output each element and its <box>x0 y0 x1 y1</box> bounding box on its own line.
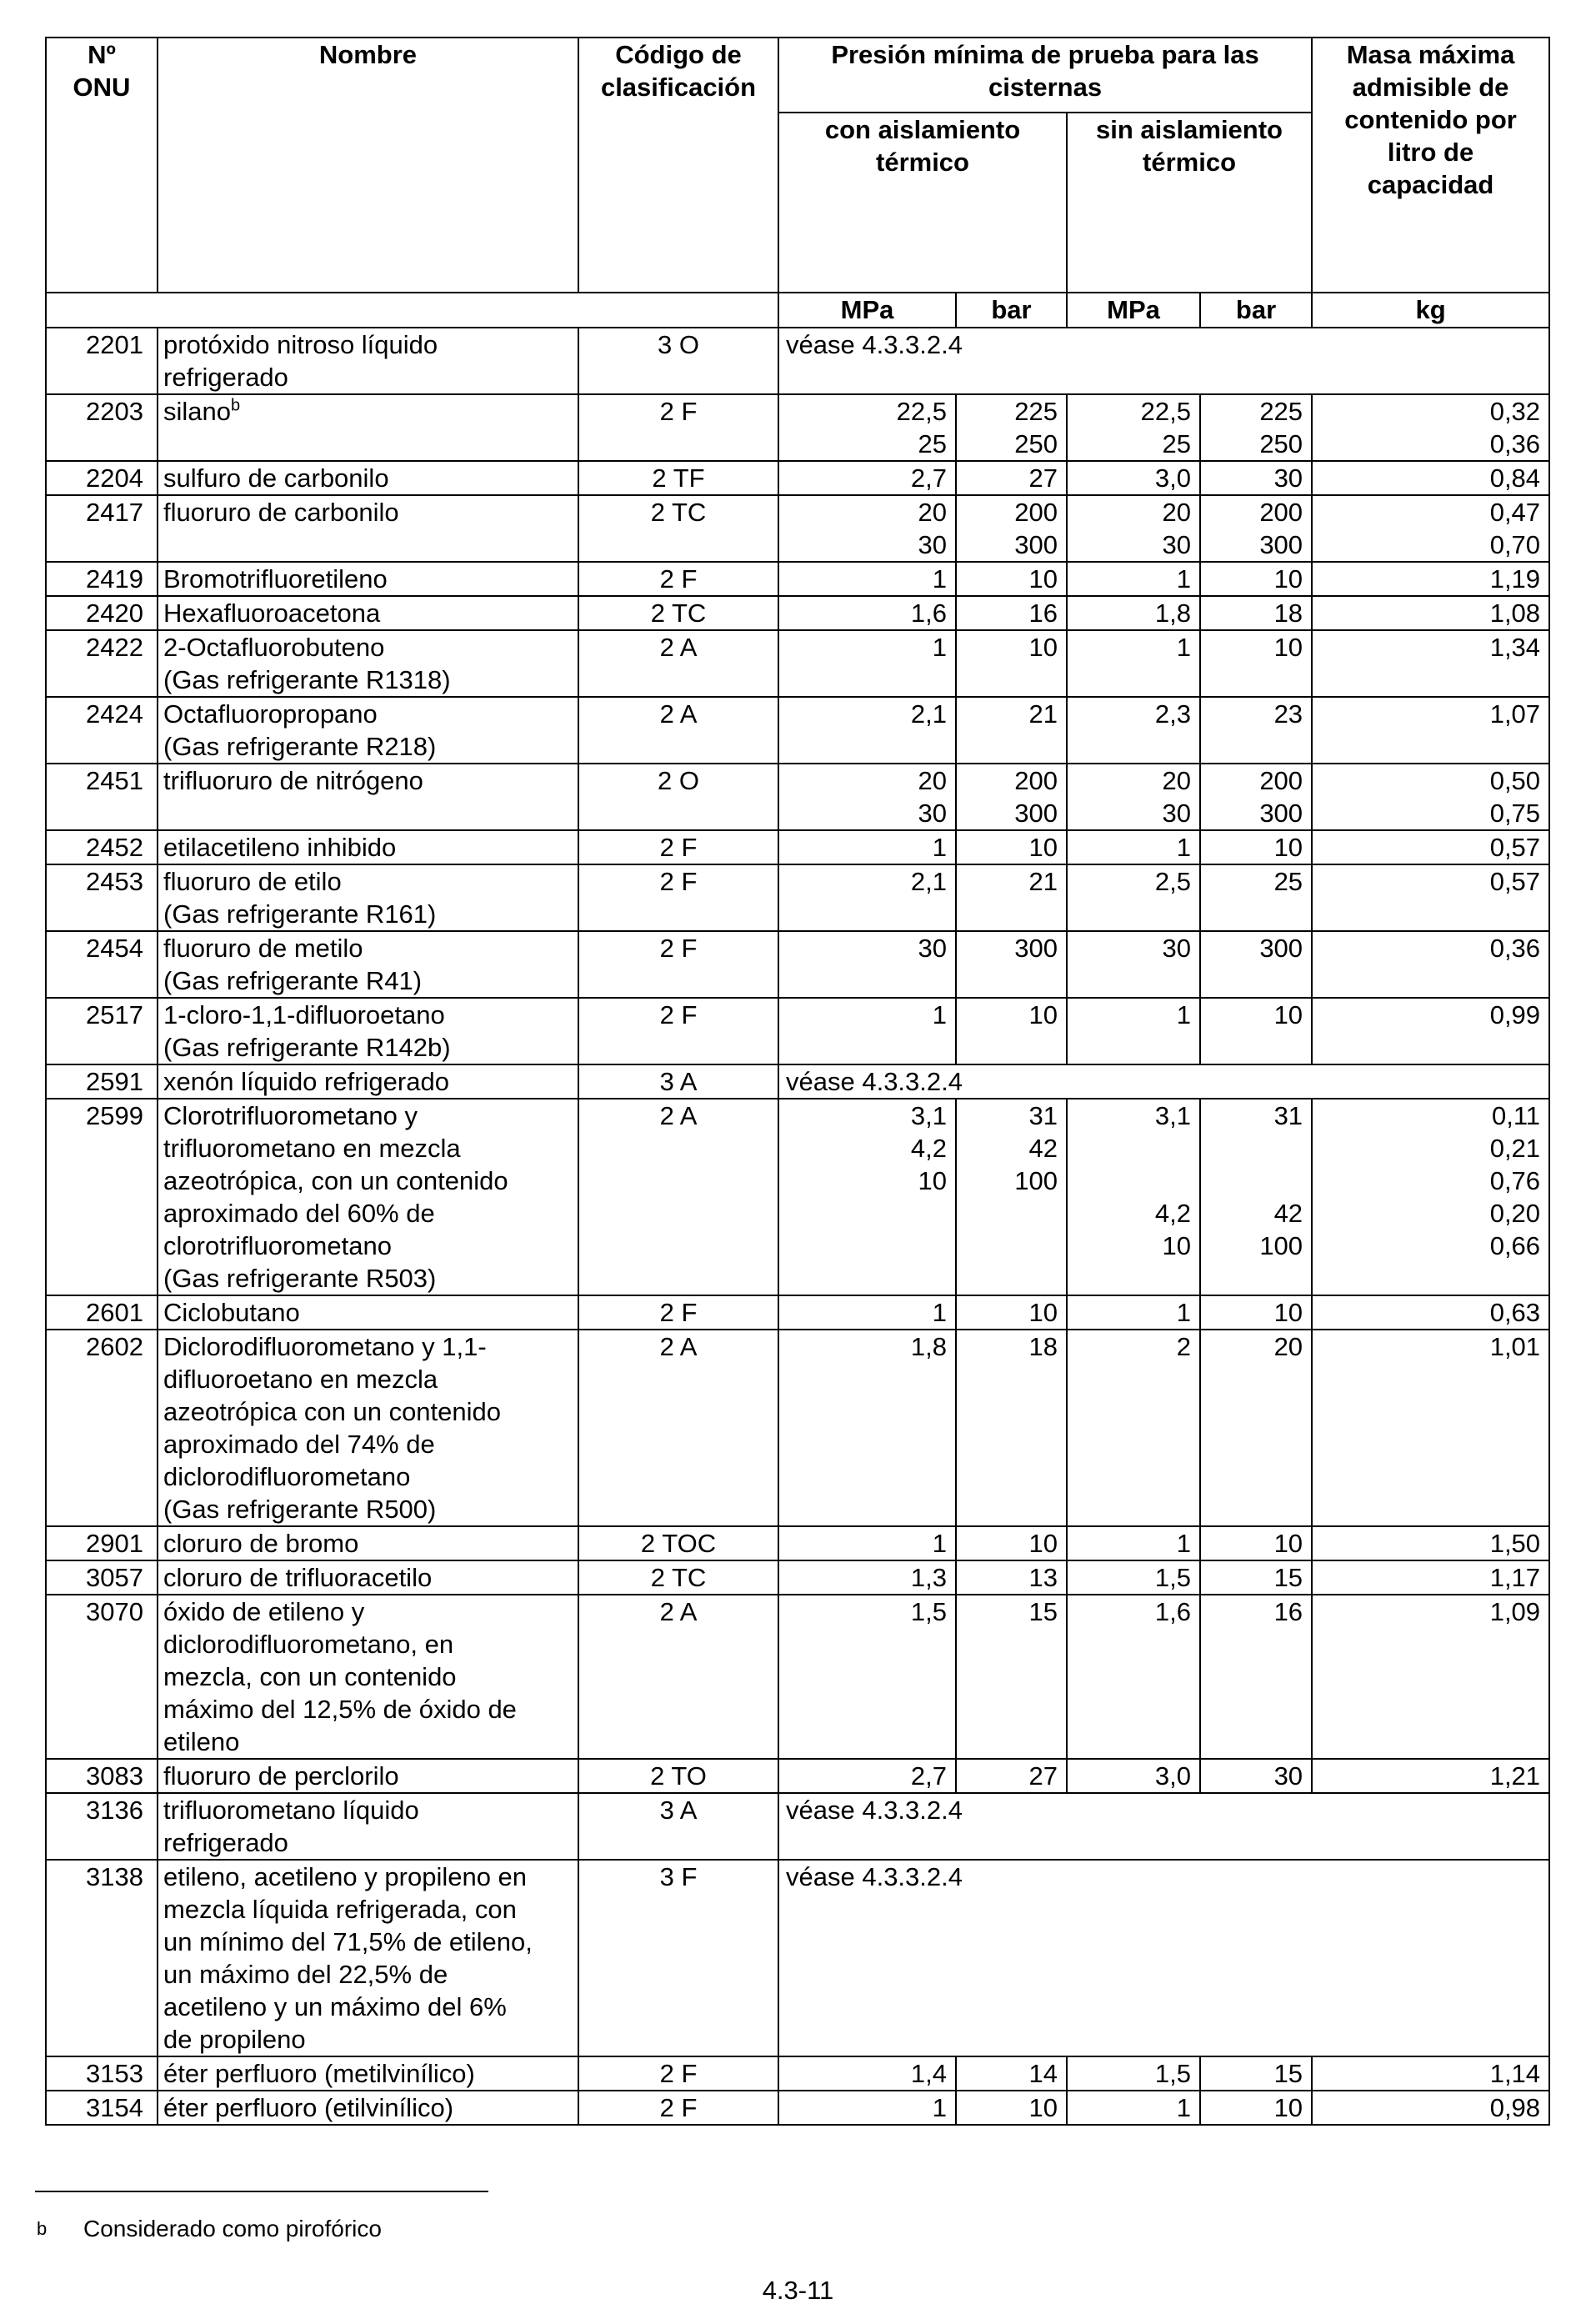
name-cell: éter perfluoro (metilvinílico) <box>158 2056 578 2091</box>
table-row <box>46 1595 1549 1759</box>
mpa-with-cell: 22,5 25 <box>778 394 956 461</box>
code-cell: 2 F <box>578 2056 778 2091</box>
un-number-cell: 2451 <box>46 764 158 830</box>
mpa-with-cell: 1 <box>778 1295 956 1330</box>
kg-cell: 1,08 <box>1312 596 1549 630</box>
bar-with-cell: 200 300 <box>956 495 1067 562</box>
mpa-without-cell: 2 <box>1067 1330 1200 1526</box>
un-number-cell: 3070 <box>46 1595 158 1759</box>
bar-without-cell: 10 <box>1200 830 1312 864</box>
footnote <box>37 2214 382 2244</box>
code-cell: 2 F <box>578 830 778 864</box>
kg-cell: 0,32 0,36 <box>1312 394 1549 461</box>
code-cell: 3 F <box>578 1860 778 2056</box>
code-cell: 3 A <box>578 1064 778 1099</box>
footnote-text: Considerado como pirofórico <box>83 2216 382 2241</box>
un-number-cell: 2591 <box>46 1064 158 1099</box>
mpa-without-cell: 1,5 <box>1067 2056 1200 2091</box>
bar-without-cell: 200 300 <box>1200 764 1312 830</box>
un-number-cell: 2452 <box>46 830 158 864</box>
bar-with-cell: 27 <box>956 461 1067 495</box>
mpa-without-cell: 3,1 4,2 10 <box>1067 1099 1200 1295</box>
kg-cell: 0,99 <box>1312 998 1549 1064</box>
code-cell: 2 TF <box>578 461 778 495</box>
header-un-number: Nº ONU <box>46 38 158 293</box>
bar-without-cell: 31 42 100 <box>1200 1099 1312 1295</box>
name-cell: fluoruro de etilo (Gas refrigerante R161) <box>158 864 578 931</box>
table-row <box>46 864 1549 931</box>
name-cell: Diclorodifluorometano y 1,1- difluoroetano en mezcla azeotrópica con un contenido aproximado del 74% de diclorodifluorometano (Gas refrigerante R500) <box>158 1330 578 1526</box>
bar-with-cell: 27 <box>956 1759 1067 1793</box>
un-number-cell: 2419 <box>46 562 158 596</box>
un-number-cell: 2601 <box>46 1295 158 1330</box>
un-number-cell: 2204 <box>46 461 158 495</box>
bar-with-cell: 200 300 <box>956 764 1067 830</box>
bar-without-cell: 30 <box>1200 1759 1312 1793</box>
table-row <box>46 1295 1549 1330</box>
bar-without-cell: 23 <box>1200 697 1312 764</box>
footnote-ref: b <box>231 396 241 415</box>
kg-cell: 1,14 <box>1312 2056 1549 2091</box>
bar-without-cell: 10 <box>1200 998 1312 1064</box>
mpa-without-cell: 2,3 <box>1067 697 1200 764</box>
kg-cell: 1,34 <box>1312 630 1549 697</box>
mpa-with-cell: 1,4 <box>778 2056 956 2091</box>
table-row <box>46 764 1549 830</box>
name-cell: trifluoruro de nitrógeno <box>158 764 578 830</box>
un-number-cell: 2454 <box>46 931 158 998</box>
mpa-without-cell: 1,5 <box>1067 1560 1200 1595</box>
bar-without-cell: 20 <box>1200 1330 1312 1526</box>
mpa-with-cell: 1 <box>778 998 956 1064</box>
unit-kg: kg <box>1312 293 1549 328</box>
gas-table <box>45 37 1550 2126</box>
table-row <box>46 697 1549 764</box>
header-name: Nombre <box>158 38 578 293</box>
kg-cell: 1,07 <box>1312 697 1549 764</box>
name-cell: etilacetileno inhibido <box>158 830 578 864</box>
code-cell: 2 F <box>578 998 778 1064</box>
name-cell: 2-Octafluorobuteno (Gas refrigerante R1318) <box>158 630 578 697</box>
name-cell: sulfuro de carbonilo <box>158 461 578 495</box>
kg-cell: 0,47 0,70 <box>1312 495 1549 562</box>
kg-cell: 0,50 0,75 <box>1312 764 1549 830</box>
name-cell: trifluorometano líquido refrigerado <box>158 1793 578 1860</box>
code-cell: 2 A <box>578 1595 778 1759</box>
bar-with-cell: 14 <box>956 2056 1067 2091</box>
mpa-with-cell: 20 30 <box>778 495 956 562</box>
code-cell: 2 A <box>578 1099 778 1295</box>
kg-cell: 1,01 <box>1312 1330 1549 1526</box>
name-cell: cloruro de trifluoracetilo <box>158 1560 578 1595</box>
un-number-cell: 2453 <box>46 864 158 931</box>
kg-cell: 1,50 <box>1312 1526 1549 1560</box>
mpa-with-cell: 1 <box>778 2091 956 2125</box>
mpa-without-cell: 1 <box>1067 830 1200 864</box>
header-min-test-pressure: Presión mínima de prueba para las cisternas <box>778 38 1312 113</box>
name-cell: fluoruro de metilo (Gas refrigerante R41) <box>158 931 578 998</box>
name-cell: Hexafluoroacetona <box>158 596 578 630</box>
bar-without-cell: 225 250 <box>1200 394 1312 461</box>
bar-with-cell: 21 <box>956 864 1067 931</box>
name-cell: Clorotrifluorometano y trifluorometano en mezcla azeotrópica, con un contenido aproximado del 60% de clorotrifluorometano (Gas refrigerante R503) <box>158 1099 578 1295</box>
mpa-without-cell: 1 <box>1067 998 1200 1064</box>
un-number-cell: 2201 <box>46 328 158 394</box>
table-row <box>46 461 1549 495</box>
mpa-with-cell: 2,7 <box>778 461 956 495</box>
bar-with-cell: 21 <box>956 697 1067 764</box>
header-max-mass: Masa máxima admisible de contenido por litro de capacidad <box>1312 38 1549 293</box>
kg-cell: 0,57 <box>1312 864 1549 931</box>
code-cell: 2 TC <box>578 495 778 562</box>
bar-without-cell: 15 <box>1200 1560 1312 1595</box>
table-row <box>46 596 1549 630</box>
kg-cell: 0,98 <box>1312 2091 1549 2125</box>
table-row <box>46 630 1549 697</box>
name-cell: xenón líquido refrigerado <box>158 1064 578 1099</box>
mpa-without-cell: 1,8 <box>1067 596 1200 630</box>
bar-with-cell: 16 <box>956 596 1067 630</box>
un-number-cell: 2901 <box>46 1526 158 1560</box>
bar-with-cell: 13 <box>956 1560 1067 1595</box>
bar-without-cell: 10 <box>1200 562 1312 596</box>
table-row <box>46 394 1549 461</box>
kg-cell: 0,63 <box>1312 1295 1549 1330</box>
bar-with-cell: 10 <box>956 998 1067 1064</box>
code-cell: 2 TOC <box>578 1526 778 1560</box>
mpa-without-cell: 2,5 <box>1067 864 1200 931</box>
table-row <box>46 1064 1549 1099</box>
mpa-with-cell: 1 <box>778 562 956 596</box>
un-number-cell: 3154 <box>46 2091 158 2125</box>
mpa-with-cell: 30 <box>778 931 956 998</box>
mpa-without-cell: 30 <box>1067 931 1200 998</box>
header-classification-code: Código de clasificación <box>578 38 778 293</box>
mpa-with-cell: 2,1 <box>778 864 956 931</box>
table-row <box>46 1860 1549 2056</box>
un-number-cell: 3136 <box>46 1793 158 1860</box>
code-cell: 2 F <box>578 864 778 931</box>
bar-with-cell: 31 42 100 <box>956 1099 1067 1295</box>
bar-with-cell: 225 250 <box>956 394 1067 461</box>
kg-cell: 1,21 <box>1312 1759 1549 1793</box>
un-number-cell: 2424 <box>46 697 158 764</box>
reference-cell: véase 4.3.3.2.4 <box>778 328 1549 394</box>
code-cell: 2 A <box>578 630 778 697</box>
page-number: 4.3-11 <box>762 2276 834 2305</box>
bar-without-cell: 200 300 <box>1200 495 1312 562</box>
bar-with-cell: 10 <box>956 830 1067 864</box>
reference-cell: véase 4.3.3.2.4 <box>778 1860 1549 2056</box>
table-row <box>46 562 1549 596</box>
kg-cell: 0,84 <box>1312 461 1549 495</box>
name-cell: Bromotrifluoretileno <box>158 562 578 596</box>
mpa-without-cell: 3,0 <box>1067 1759 1200 1793</box>
table-row <box>46 998 1549 1064</box>
bar-without-cell: 15 <box>1200 2056 1312 2091</box>
unit-bar-without: bar <box>1200 293 1312 328</box>
bar-without-cell: 10 <box>1200 1295 1312 1330</box>
code-cell: 2 F <box>578 931 778 998</box>
mpa-without-cell: 1 <box>1067 562 1200 596</box>
un-number-cell: 2599 <box>46 1099 158 1295</box>
footnote-mark: b <box>37 2218 48 2239</box>
table-row <box>46 830 1549 864</box>
name-cell: 1-cloro-1,1-difluoroetano (Gas refrigerante R142b) <box>158 998 578 1064</box>
mpa-without-cell: 20 30 <box>1067 495 1200 562</box>
un-number-cell: 2417 <box>46 495 158 562</box>
kg-cell: 1,17 <box>1312 1560 1549 1595</box>
code-cell: 2 F <box>578 1295 778 1330</box>
bar-without-cell: 10 <box>1200 1526 1312 1560</box>
mpa-with-cell: 1,6 <box>778 596 956 630</box>
name-cell: Octafluoropropano (Gas refrigerante R218) <box>158 697 578 764</box>
table-row <box>46 495 1549 562</box>
un-number-cell: 2602 <box>46 1330 158 1526</box>
table-row <box>46 1759 1549 1793</box>
bar-with-cell: 18 <box>956 1330 1067 1526</box>
bar-with-cell: 10 <box>956 2091 1067 2125</box>
name-cell: protóxido nitroso líquido refrigerado <box>158 328 578 394</box>
name-cell: silano$^b$ <box>158 394 578 461</box>
code-cell: 2 A <box>578 697 778 764</box>
code-cell: 2 O <box>578 764 778 830</box>
un-number-cell: 3083 <box>46 1759 158 1793</box>
bar-with-cell: 10 <box>956 630 1067 697</box>
code-cell: 2 A <box>578 1330 778 1526</box>
name-cell: éter perfluoro (etilvinílico) <box>158 2091 578 2125</box>
table-row <box>46 1526 1549 1560</box>
bar-without-cell: 10 <box>1200 630 1312 697</box>
unit-mpa-without: MPa <box>1067 293 1200 328</box>
bar-with-cell: 10 <box>956 1295 1067 1330</box>
table-row <box>46 2091 1549 2125</box>
un-number-cell: 3153 <box>46 2056 158 2091</box>
name-cell: óxido de etileno y diclorodifluorometano, en mezcla, con un contenido máximo del 12,5% de óxido de etileno <box>158 1595 578 1759</box>
bar-without-cell: 10 <box>1200 2091 1312 2125</box>
code-cell: 2 TC <box>578 1560 778 1595</box>
mpa-with-cell: 1,8 <box>778 1330 956 1526</box>
mpa-with-cell: 2,7 <box>778 1759 956 1793</box>
kg-cell: 0,57 <box>1312 830 1549 864</box>
mpa-with-cell: 1 <box>778 1526 956 1560</box>
reference-cell: véase 4.3.3.2.4 <box>778 1064 1549 1099</box>
kg-cell: 0,36 <box>1312 931 1549 998</box>
un-number-cell: 2203 <box>46 394 158 461</box>
un-number-cell: 2420 <box>46 596 158 630</box>
mpa-with-cell: 3,1 4,2 10 <box>778 1099 956 1295</box>
kg-cell: 1,09 <box>1312 1595 1549 1759</box>
table-row <box>46 1099 1549 1295</box>
mpa-with-cell: 1 <box>778 830 956 864</box>
name-cell: etileno, acetileno y propileno en mezcla líquida refrigerada, con un mínimo del 71,5% de etileno, un máximo del 22,5% de acetileno y un máximo del 6% de propileno <box>158 1860 578 2056</box>
footnote-rule <box>35 2191 488 2192</box>
un-number-cell: 2422 <box>46 630 158 697</box>
table-row <box>46 1793 1549 1860</box>
bar-without-cell: 30 <box>1200 461 1312 495</box>
mpa-with-cell: 2,1 <box>778 697 956 764</box>
table-row <box>46 1560 1549 1595</box>
code-cell: 3 O <box>578 328 778 394</box>
kg-cell: 0,11 0,21 0,76 0,20 0,66 <box>1312 1099 1549 1295</box>
bar-without-cell: 18 <box>1200 596 1312 630</box>
unit-bar-with: bar <box>956 293 1067 328</box>
mpa-without-cell: 1 <box>1067 1295 1200 1330</box>
bar-without-cell: 25 <box>1200 864 1312 931</box>
mpa-without-cell: 1 <box>1067 2091 1200 2125</box>
header-units-spacer <box>46 293 778 328</box>
un-number-cell: 3138 <box>46 1860 158 2056</box>
name-cell: cloruro de bromo <box>158 1526 578 1560</box>
un-number-cell: 2517 <box>46 998 158 1064</box>
unit-mpa-with: MPa <box>778 293 956 328</box>
name-cell: fluoruro de perclorilo <box>158 1759 578 1793</box>
bar-without-cell: 16 <box>1200 1595 1312 1759</box>
bar-with-cell: 15 <box>956 1595 1067 1759</box>
mpa-with-cell: 1 <box>778 630 956 697</box>
table-row <box>46 1330 1549 1526</box>
bar-without-cell: 300 <box>1200 931 1312 998</box>
name-cell: Ciclobutano <box>158 1295 578 1330</box>
code-cell: 2 TO <box>578 1759 778 1793</box>
mpa-with-cell: 1,5 <box>778 1595 956 1759</box>
mpa-without-cell: 1 <box>1067 1526 1200 1560</box>
table-row <box>46 328 1549 394</box>
mpa-without-cell: 3,0 <box>1067 461 1200 495</box>
code-cell: 2 F <box>578 2091 778 2125</box>
bar-with-cell: 300 <box>956 931 1067 998</box>
kg-cell: 1,19 <box>1312 562 1549 596</box>
code-cell: 2 TC <box>578 596 778 630</box>
table-row <box>46 2056 1549 2091</box>
bar-with-cell: 10 <box>956 1526 1067 1560</box>
mpa-without-cell: 20 30 <box>1067 764 1200 830</box>
code-cell: 3 A <box>578 1793 778 1860</box>
reference-cell: véase 4.3.3.2.4 <box>778 1793 1549 1860</box>
table-row <box>46 931 1549 998</box>
header-with-insulation: con aislamiento térmico <box>778 113 1067 293</box>
mpa-without-cell: 1,6 <box>1067 1595 1200 1759</box>
mpa-without-cell: 1 <box>1067 630 1200 697</box>
code-cell: 2 F <box>578 394 778 461</box>
header-without-insulation: sin aislamiento térmico <box>1067 113 1312 293</box>
mpa-with-cell: 1,3 <box>778 1560 956 1595</box>
name-cell: fluoruro de carbonilo <box>158 495 578 562</box>
mpa-without-cell: 22,5 25 <box>1067 394 1200 461</box>
bar-with-cell: 10 <box>956 562 1067 596</box>
code-cell: 2 F <box>578 562 778 596</box>
mpa-with-cell: 20 30 <box>778 764 956 830</box>
un-number-cell: 3057 <box>46 1560 158 1595</box>
